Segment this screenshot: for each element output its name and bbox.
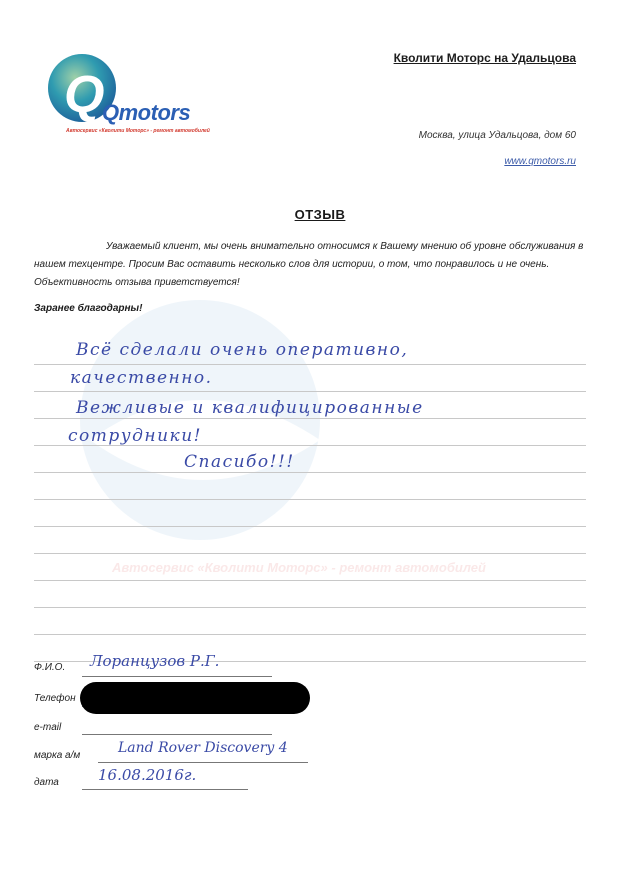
company-name: Кволити Моторс на Удальцова (393, 51, 576, 65)
review-line-2: качественно. (70, 368, 213, 388)
date-value: 16.08.2016г. (98, 766, 197, 784)
qmotors-logo (40, 50, 215, 140)
watermark-text: Автосервис «Кволити Моторс» - ремонт автомобилей (112, 560, 486, 575)
document-title: ОТЗЫВ (294, 207, 346, 222)
intro-text: Уважаемый клиент, мы очень внимательно относимся к Вашему мнению об уровне обслуживания в нашем техцентре. Просим Вас оставить несколько слов для истории, о том, что понравилось и не очень. Объективность отзыва приветствуется! (34, 241, 584, 288)
redaction-bar (80, 682, 310, 714)
phone-label: Телефон (34, 693, 76, 704)
logo-wordmark: Qmotors (102, 100, 191, 125)
date-label: дата (34, 777, 59, 788)
logo-tagline: Автосервис «Кволити Моторс» - ремонт автомобилей (66, 128, 210, 134)
name-label: Ф.И.О. (34, 662, 66, 673)
email-line (82, 734, 272, 735)
thanks-text: Заранее благодарны! (34, 303, 143, 314)
name-value: Лоранцузов Р.Г. (90, 652, 220, 670)
review-line-1: Всё сделали очень оперативно, (76, 340, 409, 360)
date-line (82, 789, 248, 790)
car-value: Land Rover Discovery 4 (118, 740, 288, 756)
company-website-link[interactable]: www.qmotors.ru (504, 156, 576, 167)
review-line-3: Вежливые и квалифицированные (76, 398, 424, 418)
review-line-5: Спасибо!!! (184, 452, 295, 472)
svg-text:Q: Q (64, 66, 105, 124)
car-line (98, 762, 308, 763)
email-label: e-mail (34, 722, 62, 733)
car-label: марка а/м (34, 750, 81, 761)
intro-paragraph (34, 238, 594, 292)
name-line (82, 676, 272, 677)
company-address: Москва, улица Удальцова, дом 60 (418, 130, 576, 141)
review-line-4: сотрудники! (68, 426, 202, 446)
